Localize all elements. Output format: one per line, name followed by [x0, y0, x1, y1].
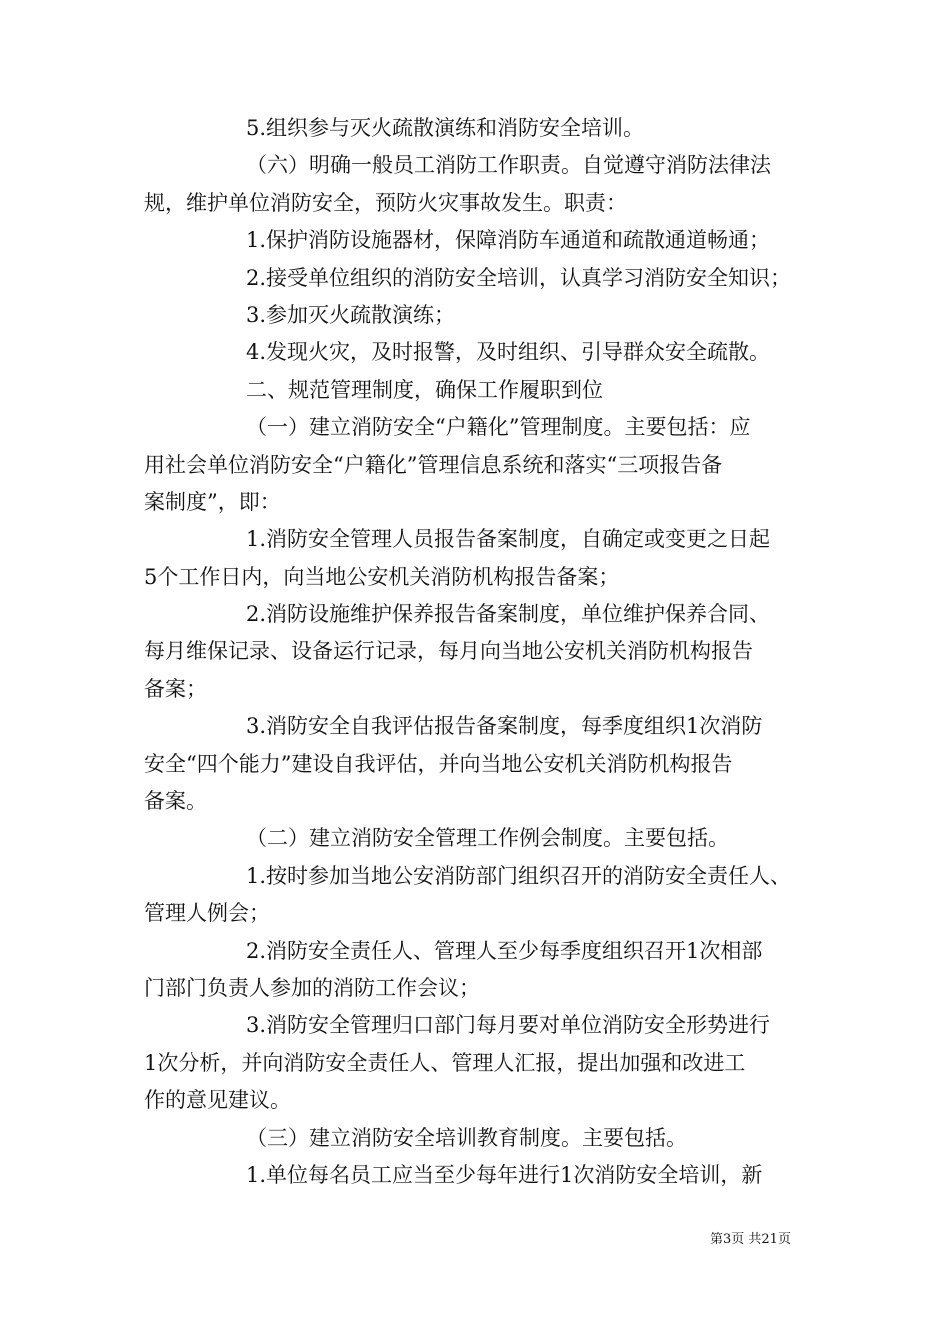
text-line: 2.消防设施维护保养报告备案制度，单位维护保养合同、 [246, 602, 771, 627]
text-line: （六）明确一般员工消防工作职责。自觉遵守消防法律法 [246, 153, 771, 178]
text-line: 安全“四个能力”建设自我评估，并向当地公安机关消防机构报告 [144, 751, 733, 776]
text-line: （二）建立消防安全管理工作例会制度。主要包括。 [246, 826, 729, 851]
text-line: 二、规范管理制度，确保工作履职到位 [246, 377, 603, 402]
text-line: 3.参加灭火疏散演练； [246, 302, 456, 327]
text-line: 1.单位每名员工应当至少每年进行1次消防安全培训，新 [246, 1162, 763, 1187]
text-line: 1.保护消防设施器材，保障消防车通道和疏散通道畅通； [246, 228, 771, 253]
text-line: 备案。 [144, 789, 207, 814]
document-body [144, 110, 820, 1194]
text-line: 5个工作日内，向当地公安机关消防机构报告备案； [144, 564, 620, 589]
text-line: 5.组织参与灭火疏散演练和消防安全培训。 [246, 116, 645, 140]
text-line: （一）建立消防安全“户籍化”管理制度。主要包括：应 [246, 415, 751, 440]
text-line: 1.按时参加当地公安消防部门组织召开的消防安全责任人、 [246, 863, 792, 888]
text-line: 用社会单位消防安全“户籍化”管理信息系统和落实“三项报告备 [144, 452, 723, 477]
text-line: 作的意见建议。 [144, 1088, 291, 1113]
text-line: 1次分析，并向消防安全责任人、管理人汇报，提出加强和改进工 [144, 1050, 746, 1075]
text-line: （三）建立消防安全培训教育制度。主要包括。 [246, 1125, 687, 1150]
text-line: 规，维护单位消防安全，预防火灾事故发生。职责： [144, 190, 627, 215]
text-line: 门部门负责人参加的消防工作会议； [144, 975, 480, 1000]
text-line: 备案； [144, 676, 207, 701]
text-line: 管理人例会； [144, 901, 270, 926]
text-line: 2.消防安全责任人、管理人至少每季度组织召开1次相部 [246, 938, 763, 963]
text-line: 3.消防安全自我评估报告备案制度，每季度组织1次消防 [246, 714, 763, 739]
text-line: 3.消防安全管理归口部门每月要对单位消防安全形势进行 [246, 1013, 771, 1038]
text-line: 4.发现火灾，及时报警，及时组织、引导群众安全疏散。 [246, 340, 771, 365]
page-footer: 第3页 共21页 [710, 1232, 791, 1247]
text-line: 2.接受单位组织的消防安全培训，认真学习消防安全知识； [246, 265, 792, 290]
text-line: 每月维保记录、设备运行记录，每月向当地公安机关消防机构报告 [144, 639, 753, 664]
text-line: 案制度”，即： [144, 489, 281, 514]
text-line: 1.消防安全管理人员报告备案制度，自确定或变更之日起 [246, 527, 771, 552]
